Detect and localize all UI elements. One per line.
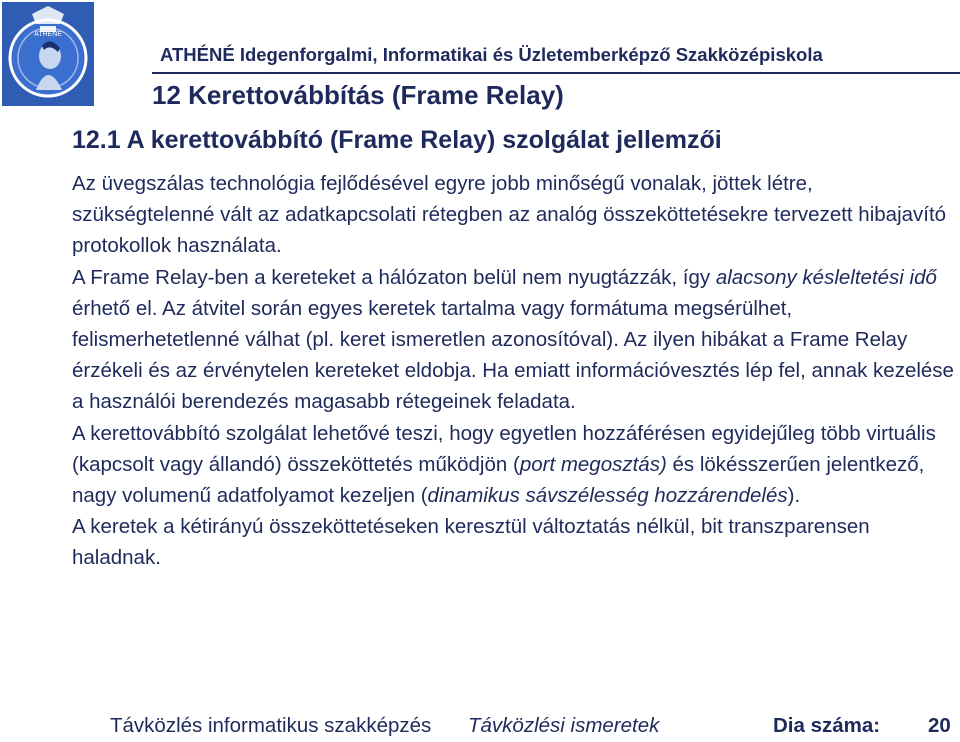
slide-body	[72, 168, 960, 574]
dynamic-bandwidth-emphasis: dinamikus sávszélesség hozzárendelés	[427, 484, 788, 508]
paragraph-acknowledgement: A Frame Relay-ben a kereteket a hálózaton belül nem nyugtázzák, így alacsony késleltetési idő érhető el. Az átvitel során egyes keretek tartalma vagy formátuma megsérülhet, felismerhetetlenné válhat (pl. keret ismeretlen azonosítóval). Az ilyen hibákat a Frame Relay érzékeli és az érvénytelen kereteket eldobja. Ha emiatt információvesztés lép fel, annak kezelése a használói berendezés magasabb rétegeinek feladata.	[72, 265, 954, 414]
paragraph-transparency: A keretek a kétirányú összeköttetéseken keresztül változtatás nélkül, bit transzparensen haladnak.	[72, 515, 870, 570]
svg-text:ATHENE: ATHENE	[34, 31, 62, 38]
header-divider	[152, 72, 960, 74]
school-logo	[2, 2, 94, 106]
footer-slide-number: 20	[928, 714, 951, 737]
port-sharing-emphasis: port megosztás)	[519, 452, 667, 476]
low-latency-emphasis: alacsony késleltetési idő	[715, 265, 937, 289]
footer-course: Távközlés informatikus szakképzés	[110, 714, 432, 737]
paragraph-service: A kerettovábbító szolgálat lehetővé teszi, hogy egyetlen hozzáférésen egyidejűleg több virtuális (kapcsolt vagy állandó) összeköttetés működjön (port megosztás) és lökésszerűen jelentkező, nagy volumenű adatfolyamot kezeljen (dinamikus sávszélesség hozzárendelés).	[72, 421, 936, 508]
footer-subject: Távközlési ismeretek	[468, 714, 660, 737]
school-name: ATHÉNÉ Idegenforgalmi, Informatikai és Üzletemberképző Szakközépiskola	[160, 44, 823, 65]
paragraph-fiber: Az üvegszálas technológia fejlődésével egyre jobb minőségű vonalak, jöttek létre, szükségtelenné vált az adatkapcsolati rétegben az analóg összeköttetésekre tervezett hibajavító protokollok használata.	[72, 172, 947, 258]
chapter-title: 12 Kerettovábbítás (Frame Relay)	[152, 80, 564, 110]
footer-slide-label: Dia száma:	[773, 714, 881, 737]
section-title: 12.1 A kerettovábbító (Frame Relay) szolgálat jellemzői	[72, 126, 722, 154]
